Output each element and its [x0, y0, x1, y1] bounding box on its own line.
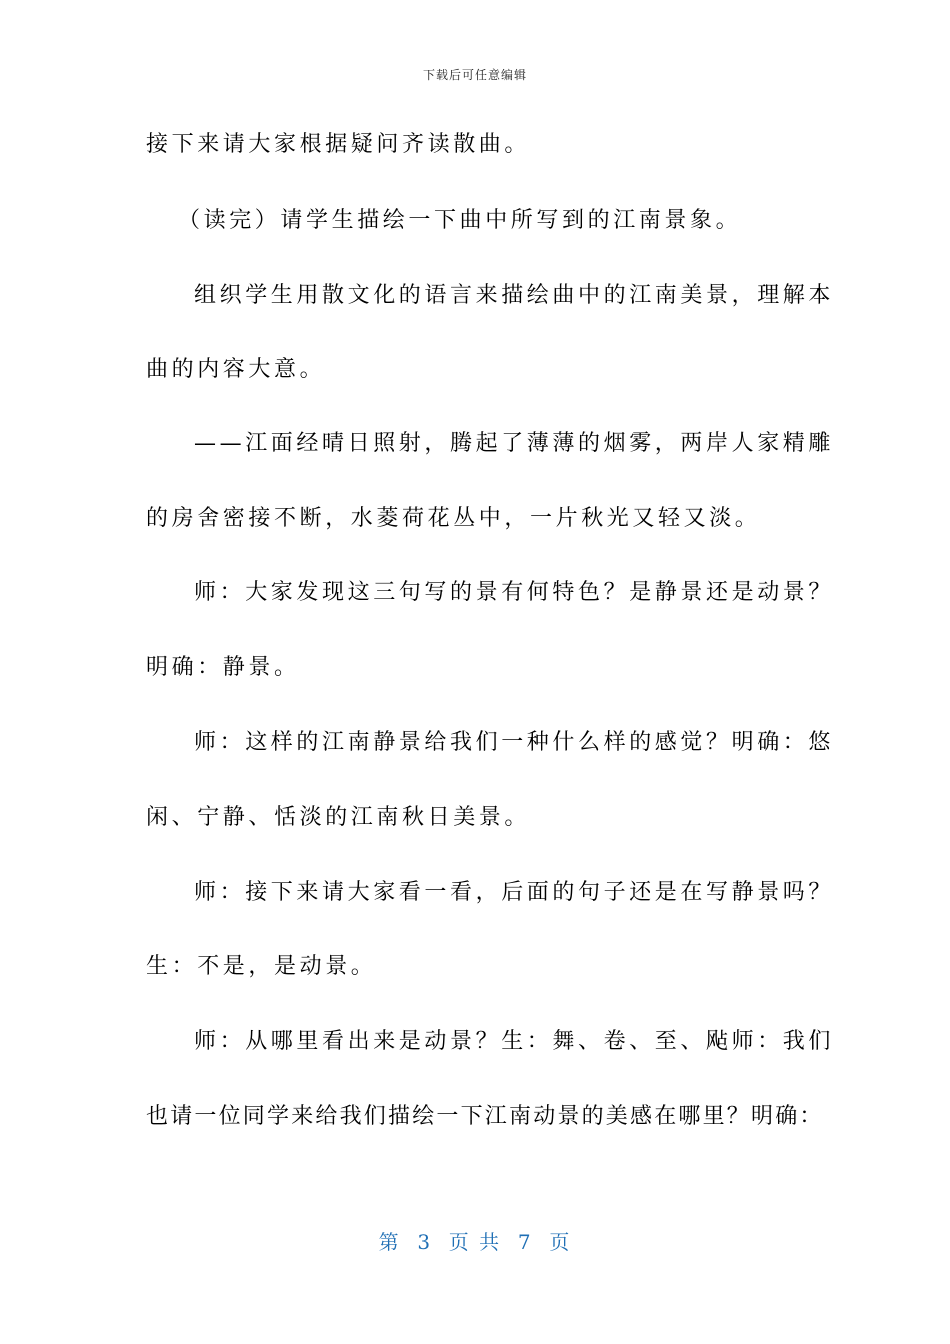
paragraph-line: 明确：静景。	[146, 655, 300, 680]
paragraph-line: 师：这样的江南静景给我们一种什么样的感觉？明确：悠	[194, 730, 835, 755]
paragraph-line: 师：大家发现这三句写的景有何特色？是静景还是动景？	[194, 580, 835, 605]
paragraph-line: 师：从哪里看出来是动景？生：舞、卷、至、飐师：我们	[194, 1029, 835, 1054]
header-note: 下载后可任意编辑	[422, 68, 527, 82]
paragraph-line: 师：接下来请大家看一看，后面的句子还是在写静景吗？	[194, 880, 835, 905]
paragraph-line: 的房舍密接不断，水菱荷花丛中，一片秋光又轻又淡。	[146, 506, 761, 531]
paragraph-line: （读完）请学生描绘一下曲中所写到的江南景象。	[178, 208, 742, 233]
paragraph-line: 接下来请大家根据疑问齐读散曲。	[146, 132, 531, 157]
paragraph-line: 也请一位同学来给我们描绘一下江南动景的美感在哪里？明确：	[146, 1104, 824, 1129]
paragraph-line: 曲的内容大意。	[146, 357, 326, 382]
paragraph-line: 闲、宁静、恬淡的江南秋日美景。	[146, 805, 531, 830]
page-number-footer: 第 3 页 共 7 页	[378, 1230, 572, 1254]
paragraph-line: ——江面经晴日照射，腾起了薄薄的烟雾，两岸人家精雕	[194, 431, 835, 456]
paragraph-line: 组织学生用散文化的语言来描绘曲中的江南美景，理解本	[194, 283, 835, 308]
paragraph-line: 生：不是，是动景。	[146, 954, 377, 979]
